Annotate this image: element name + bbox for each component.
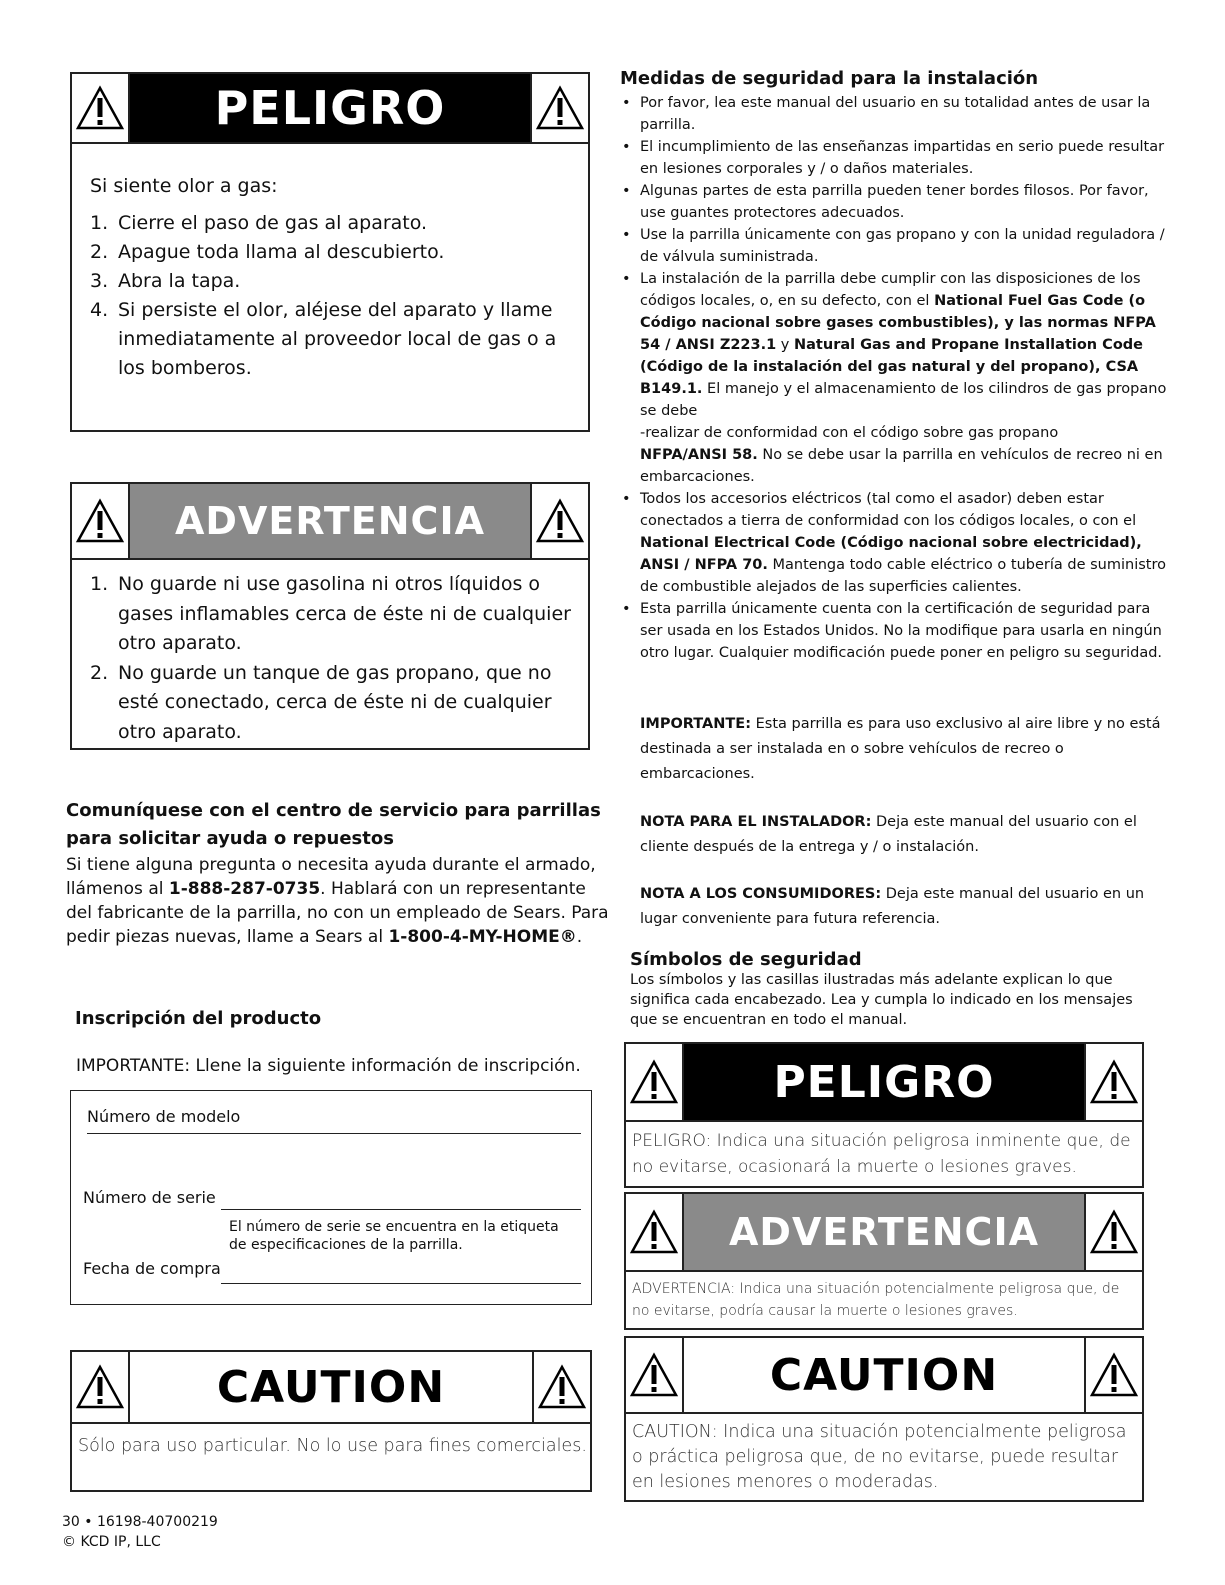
warning-triangle-icon [72,1352,130,1422]
warning-triangle-icon [72,484,130,558]
peligro-step: 2. Apague toda llama al descubierto. [90,241,445,263]
safety-symbols-text: Los símbolos y las casillas ilustradas más adelante explican lo que significa cada encabezado. Lea y cumpla lo indicado en los mensajes que se encuentran en todo el manual. [630,972,1133,1028]
peligro-step: 1. Cierre el paso de gas al aparato. [90,212,428,234]
installation-safety-heading: Medidas de seguridad para la instalación [620,68,1039,89]
safety-bullet: • El incumplimiento de las enseñanzas impartidas en serio puede resultar en lesiones corporales y / o daños materiales. [620,136,1168,180]
service-heading: Comuníquese con el centro de servicio para parrillas para solicitar ayuda o repuestos [66,800,601,849]
advertencia-item: 1. No guarde ni use gasolina ni otros líquidos o gases inflamables cerca de éste ni de cualquier otro aparato. [90,573,571,654]
peligro-title: PELIGRO [130,74,530,142]
warning-triangle-icon [530,484,588,558]
peligro-warning-box [70,72,590,432]
service-section [66,797,616,949]
advertencia-header [72,484,588,560]
caution-definition-text: CAUTION: Indica una situación potencialmente peligrosa o práctica peligrosa que, de no evitarse, puede resultar en lesiones menores o moderadas. [632,1422,1127,1492]
advertencia-definition-text: ADVERTENCIA: Indica una situación potencialmente peligrosa que, de no evitarse, podría causar la muerte o lesiones graves. [632,1281,1120,1319]
serial-number-label: Número de serie [83,1188,216,1207]
safety-bullet: • La instalación de la parrilla debe cumplir con las disposiciones de los códigos locales, o, en su defecto, con el National Fuel Gas Code (o Código nacional sobre gases combustibles), y las normas NFPA 54 / ANSI Z223.1 y Natural Gas and Propane Installation Code (Código de la instalación del gas natural y del propano), CSA B149.1. El manejo y el almacenamiento de los cilindros de gas propano se debe -realizar de conformidad con el código sobre gas propano NFPA/ANSI 58. No se debe usar la parrilla en vehículos de recreo ni en embarcaciones. [620,268,1168,488]
peligro-definition-header [626,1044,1142,1122]
advertencia-item: 2. No guarde un tanque de gas propano, que no esté conectado, cerca de éste ni de cualquier otro aparato. [90,661,552,743]
warning-triangle-icon [72,74,130,142]
copyright: © KCD IP, LLC [62,1534,161,1550]
caution-title: CAUTION [130,1352,532,1422]
peligro-definition-box [624,1042,1144,1188]
model-number-label: Número de modelo [87,1107,241,1126]
purchase-date-field[interactable] [221,1283,581,1284]
peligro-definition-title: PELIGRO [684,1044,1084,1120]
caution-header [72,1352,590,1424]
safety-symbols-section [630,950,1150,1030]
warning-triangle-icon [1084,1194,1142,1270]
installation-safety-section [620,66,1168,664]
peligro-definition-text: PELIGRO: Indica una situación peligrosa inminente que, de no evitarse, ocasionará la muerte o lesiones graves. [632,1131,1131,1177]
caution-definition-header [626,1338,1142,1414]
warning-triangle-icon [1084,1044,1142,1120]
advertencia-definition-header [626,1194,1142,1272]
peligro-intro: Si siente olor a gas: [90,175,278,197]
service-text: Si tiene alguna pregunta o necesita ayuda durante el armado, llámenos al 1-888-287-0735. Hablará con un representante del fabricante de la parrilla, no con un empleado de Sears. Para pedir piezas nuevas, llame a Sears al 1-800-4-MY-HOME®. [66,855,609,947]
advertencia-title: ADVERTENCIA [130,484,530,558]
advertencia-definition-title: ADVERTENCIA [684,1194,1084,1270]
caution-text: Sólo para uso particular. No lo use para fines comerciales. [78,1436,587,1456]
caution-definition-title: CAUTION [684,1338,1084,1412]
safety-bullet: • Esta parrilla únicamente cuenta con la certificación de seguridad para ser usada en los Estados Unidos. No la modifique para usarla en ningún otro lugar. Cualquier modificación puede poner en peligro su seguridad. [620,598,1168,664]
safety-bullet: • Use la parrilla únicamente con gas propano y con la unidad reguladora / de válvula suministrada. [620,224,1168,268]
page-number: 30 • 16198-40700219 [62,1514,218,1530]
safety-bullet: • Por favor, lea este manual del usuario en su totalidad antes de usar la parrilla. [620,92,1168,136]
purchase-date-label: Fecha de compra [83,1259,221,1278]
model-number-field[interactable] [87,1133,581,1134]
caution-definition-box [624,1336,1144,1502]
warning-triangle-icon [1084,1338,1142,1412]
safety-symbols-heading: Símbolos de seguridad [630,949,862,970]
advertencia-definition-box [624,1192,1144,1330]
important-note: IMPORTANTE: Esta parrilla es para uso exclusivo al aire libre y no está destinada a ser instalada en o sobre vehículos de recreo o embarcaciones. [640,716,1161,782]
installer-note: NOTA PARA EL INSTALADOR: Deja este manual del usuario con el cliente después de la entrega y / o instalación. [640,814,1137,855]
footer [62,1512,218,1552]
safety-bullet: • Todos los accesorios eléctricos (tal como el asador) deben estar conectados a tierra de conformidad con los códigos locales, o con el National Electrical Code (Código nacional sobre electricidad), ANSI / NFPA 70. Mantenga todo cable eléctrico o tubería de suministro de combustible alejados de las superficies calientes. [620,488,1168,598]
registration-heading: Inscripción del producto [75,1008,322,1029]
warning-triangle-icon [532,1352,590,1422]
warning-triangle-icon [626,1044,684,1120]
warning-triangle-icon [626,1338,684,1412]
registration-form [70,1090,592,1305]
consumers-note: NOTA A LOS CONSUMIDORES: Deja este manual del usuario en un lugar conveniente para futura referencia. [640,886,1145,927]
safety-bullet: • Algunas partes de esta parrilla pueden tener bordes filosos. Por favor, use guantes protectores adecuados. [620,180,1168,224]
warning-triangle-icon [530,74,588,142]
serial-number-field[interactable] [221,1209,581,1210]
caution-box [70,1350,592,1492]
peligro-step: 4. Si persiste el olor, aléjese del aparato y llame inmediatamente al proveedor local de gas o a los bomberos. [90,299,557,379]
peligro-header [72,74,588,144]
warning-triangle-icon [626,1194,684,1270]
serial-number-note: El número de serie se encuentra en la etiqueta de especificaciones de la parrilla. [229,1219,559,1253]
advertencia-warning-box [70,482,590,750]
peligro-step: 3. Abra la tapa. [90,270,241,292]
registration-important: IMPORTANTE: Llene la siguiente información de inscripción. [76,1056,581,1076]
